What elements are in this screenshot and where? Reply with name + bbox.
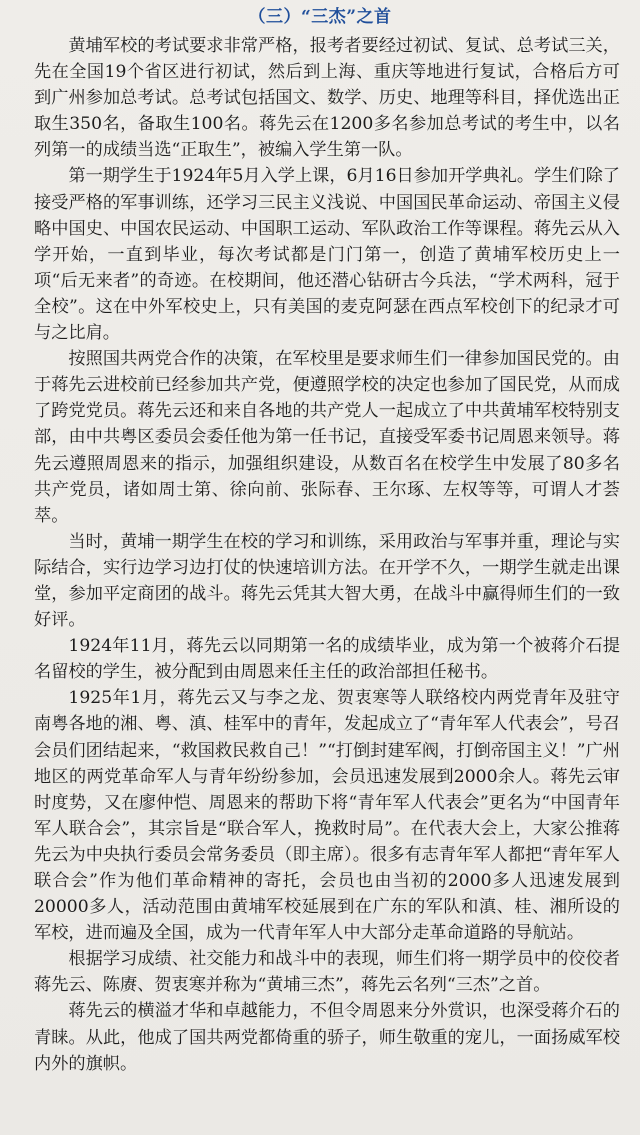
paragraph: 按照国共两党合作的决策，在军校里是要求师生们一律参加国民党的。由于蒋先云进校前已经参加共产党，便遵照学校的决定也参加了国民党，从而成了跨党党员。蒋先云还和来自各地的共产党人一起成立了中共黄埔军校特别支部，由中共粤区委员会委任他为第一任书记，直接受军委书记周恩来领导。蒋先云遵照周恩来的指示，加强组织建设，从数百名在校学生中发展了80多名共产党员，诸如周士第、徐向前、张际春、王尔琢、左权等等，可谓人才荟萃。 [34, 349, 620, 526]
paragraph: 根据学习成绩、社交能力和战斗中的表现，师生们将一期学员中的佼佼者蒋先云、陈赓、贺衷寒并称为“黄埔三杰”，蒋先云名列“三杰”之首。 [34, 949, 620, 996]
article-body [34, 33, 620, 1077]
paragraph: 当时，黄埔一期学生在校的学习和训练，采用政治与军事并重，理论与实际结合，实行边学习边打仗的快速培训方法。在开学不久，一期学生就走出课堂，参加平定商团的战斗。蒋先云凭其大智大勇，在战斗中赢得师生们的一致好评。 [34, 531, 620, 631]
paragraph: 1925年1月，蒋先云又与李之龙、贺衷寒等人联络校内两党青年及驻守南粤各地的湘、粤、滇、桂军中的青年，发起成立了“青年军人代表会”，号召会员们团结起来，“救国救民救自己！”“打倒封建军阀，打倒帝国主义！”广州地区的两党革命军人与青年纷纷参加，会员迅速发展到2000余人。蒋先云审时度势，又在廖仲恺、周恩来的帮助下将“青年军人代表会”更名为“中国青年军人联合会”，其宗旨是“联合军人，挽救时局”。在代表大会上，大家公推蒋先云为中央执行委员会常务委员（即主席）。很多有志青年军人都把“青年军人联合会”作为他们革命精神的寄托，会员也由当初的2000多人迅速发展到20000多人，活动范围由黄埔军校延展到在广东的军队和滇、桂、湘所设的军校，进而遍及全国，成为一代青年军人中大部分走革命道路的导航站。 [34, 688, 620, 944]
paragraph: 黄埔军校的考试要求非常严格，报考者要经过初试、复试、总考试三关，先在全国19个省区进行初试，然后到上海、重庆等地进行复试，合格后方可到广州参加总考试。总考试包括国文、数学、历史、地理等科目，择优选出正取生350名，备取生100名。蒋先云在1200多名参加总考试的考生中，以名列第一的成绩当选“正取生”，被编入学生第一队。 [34, 36, 620, 161]
paragraph: 蒋先云的横溢才华和卓越能力，不但令周恩来分外赏识，也深受蒋介石的青睐。从此，他成了国共两党都倚重的骄子，师生敬重的宠儿，一面扬威军校内外的旗帜。 [34, 1001, 620, 1074]
paragraph: 第一期学生于1924年5月入学上课，6月16日参加开学典礼。学生们除了接受严格的军事训练，还学习三民主义浅说、中国国民革命运动、帝国主义侵略中国史、中国农民运动、中国职工运动、军队政治工作等课程。蒋先云从入学开始，一直到毕业，每次考试都是门门第一，创造了黄埔军校历史上一项“后无来者”的奇迹。在校期间，他还潜心钻研古今兵法，“学术两科，冠于全校”。这在中外军校史上，只有美国的麦克阿瑟在西点军校创下的纪录才可与之比肩。 [34, 166, 620, 344]
paragraph: 1924年11月，蒋先云以同期第一名的成绩毕业，成为第一个被蒋介石提名留校的学生，被分配到由周恩来任主任的政治部担任秘书。 [34, 636, 620, 683]
section-title: （三）“三杰”之首 [248, 7, 392, 27]
